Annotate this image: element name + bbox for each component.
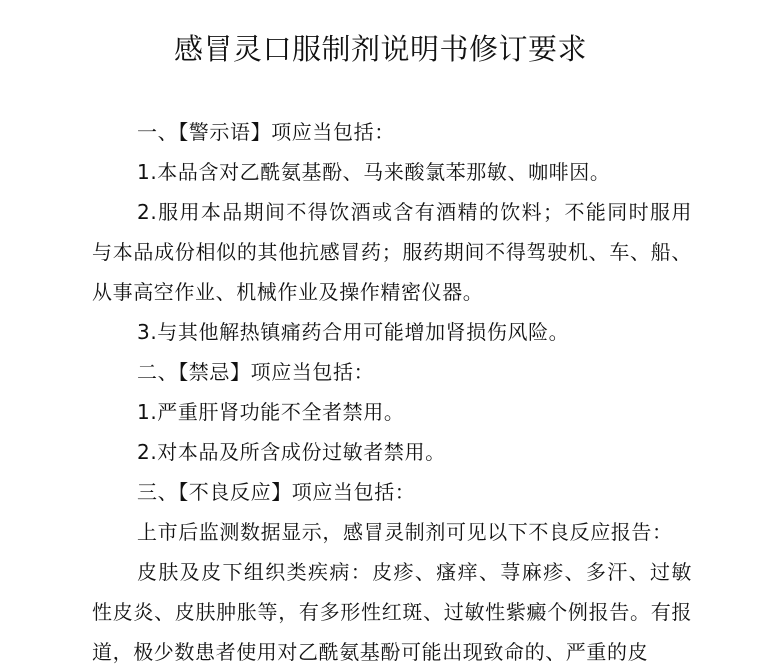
document-title: 感冒灵口服制剂说明书修订要求	[173, 32, 587, 66]
document-body	[92, 112, 692, 672]
warning-item-1: 1.本品含对乙酰氨基酚、马来酸氯苯那敏、咖啡因。	[137, 160, 611, 184]
contraindication-item-1: 1.严重肝肾功能不全者禁用。	[137, 400, 405, 424]
adverse-reactions-skin: 皮肤及皮下组织类疾病：皮疹、瘙痒、荨麻疹、多汗、过敏性皮炎、皮肤肿胀等，有多形性红斑、过敏性紫癜个例报告。有报道，极少数患者使用对乙酰氨基酚可能出现致命的、严重的皮	[92, 560, 692, 664]
contraindication-item-2: 2.对本品及所含成份过敏者禁用。	[137, 440, 446, 464]
warning-item-2: 2.服用本品期间不得饮酒或含有酒精的饮料；不能同时服用与本品成份相似的其他抗感冒药；服药期间不得驾驶机、车、船、从事高空作业、机械作业及操作精密仪器。	[92, 200, 692, 304]
section-heading-adverse-reactions: 三、【不良反应】项应当包括：	[137, 480, 416, 504]
warning-item-3: 3.与其他解热镇痛药合用可能增加肾损伤风险。	[137, 320, 570, 344]
section-heading-warning: 一、【警示语】项应当包括：	[137, 120, 395, 144]
adverse-reactions-intro: 上市后监测数据显示，感冒灵制剂可见以下不良反应报告：	[137, 520, 673, 544]
section-heading-contraindications: 二、【禁忌】项应当包括：	[137, 360, 375, 384]
